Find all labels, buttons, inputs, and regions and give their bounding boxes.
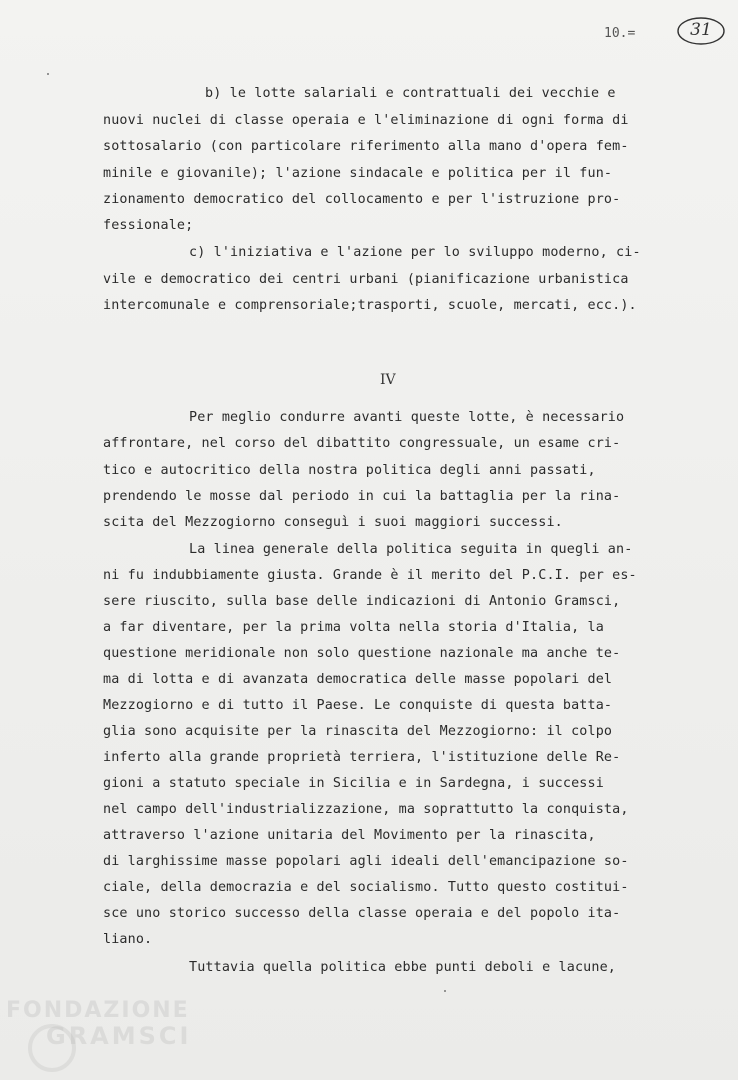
text-line: fessionale; [103, 218, 194, 233]
text-line: minile e giovanile); l'azione sindacale e politica per il fun- [103, 166, 613, 181]
section-heading: IV [380, 372, 396, 388]
text-line: attraverso l'azione unitaria del Movimento per la rinascita, [103, 828, 596, 843]
text-line: scita del Mezzogiorno conseguì i suoi maggiori successi. [103, 515, 563, 530]
watermark-bottom-text: GRAMSCI [46, 1022, 192, 1050]
text-line: Per meglio condurre avanti queste lotte, è necessario [189, 410, 625, 425]
text-line: Mezzogiorno e di tutto il Paese. Le conquiste di questa batta- [103, 698, 613, 713]
text-line: glia sono acquisite per la rinascita del Mezzogiorno: il colpo [103, 724, 613, 739]
text-line: di larghissime masse popolari agli ideali dell'emancipazione so- [103, 854, 629, 869]
text-line: sottosalario (con particolare riferimento alla mano d'opera fem- [103, 139, 629, 154]
text-line: questione meridionale non solo questione nazionale ma anche te- [103, 646, 621, 661]
text-line: nel campo dell'industrializzazione, ma soprattutto la conquista, [103, 802, 629, 817]
text-line: prendendo le mosse dal periodo in cui la battaglia per la rina- [103, 489, 621, 504]
text-line: sere riuscito, sulla base delle indicazioni di Antonio Gramsci, [103, 594, 621, 609]
paper-speck [444, 990, 446, 992]
text-line: zionamento democratico del collocamento e per l'istruzione pro- [103, 192, 621, 207]
text-line: vile e democratico dei centri urbani (pianificazione urbanistica [103, 272, 629, 287]
text-line: b) le lotte salariali e contrattuali dei vecchie e [205, 86, 616, 101]
page-number: 10.= [604, 26, 636, 41]
text-line: affrontare, nel corso del dibattito congressuale, un esame cri- [103, 436, 621, 451]
text-line: c) l'iniziativa e l'azione per lo sviluppo moderno, ci- [189, 245, 641, 260]
text-line: ni fu indubbiamente giusta. Grande è il merito del P.C.I. per es- [103, 568, 637, 583]
text-line: gioni a statuto speciale in Sicilia e in Sardegna, i successi [103, 776, 604, 791]
archive-number-stamp [676, 16, 726, 46]
text-line: tico e autocritico della nostra politica degli anni passati, [103, 463, 596, 478]
text-line: inferto alla grande proprietà terriera, l'istituzione delle Re- [103, 750, 621, 765]
text-line: nuovi nuclei di classe operaia e l'eliminazione di ogni forma di [103, 113, 629, 128]
text-line: liano. [103, 932, 153, 947]
text-line: Tuttavia quella politica ebbe punti deboli e lacune, [189, 960, 617, 975]
text-line: a far diventare, per la prima volta nella storia d'Italia, la [103, 620, 604, 635]
text-line: ciale, della democrazia e del socialismo. Tutto questo costitui- [103, 880, 629, 895]
watermark-top-text: FONDAZIONE [6, 998, 190, 1023]
text-line: La linea generale della politica seguita in quegli an- [189, 542, 633, 557]
paper-speck [47, 73, 49, 75]
text-line: ma di lotta e di avanzata democratica delle masse popolari del [103, 672, 613, 687]
archive-number-text: 31 [690, 20, 712, 40]
text-line: intercomunale e comprensoriale;trasporti, scuole, mercati, ecc.). [103, 298, 637, 313]
text-line: sce uno storico successo della classe operaia e del popolo ita- [103, 906, 621, 921]
archive-watermark [6, 998, 216, 1078]
